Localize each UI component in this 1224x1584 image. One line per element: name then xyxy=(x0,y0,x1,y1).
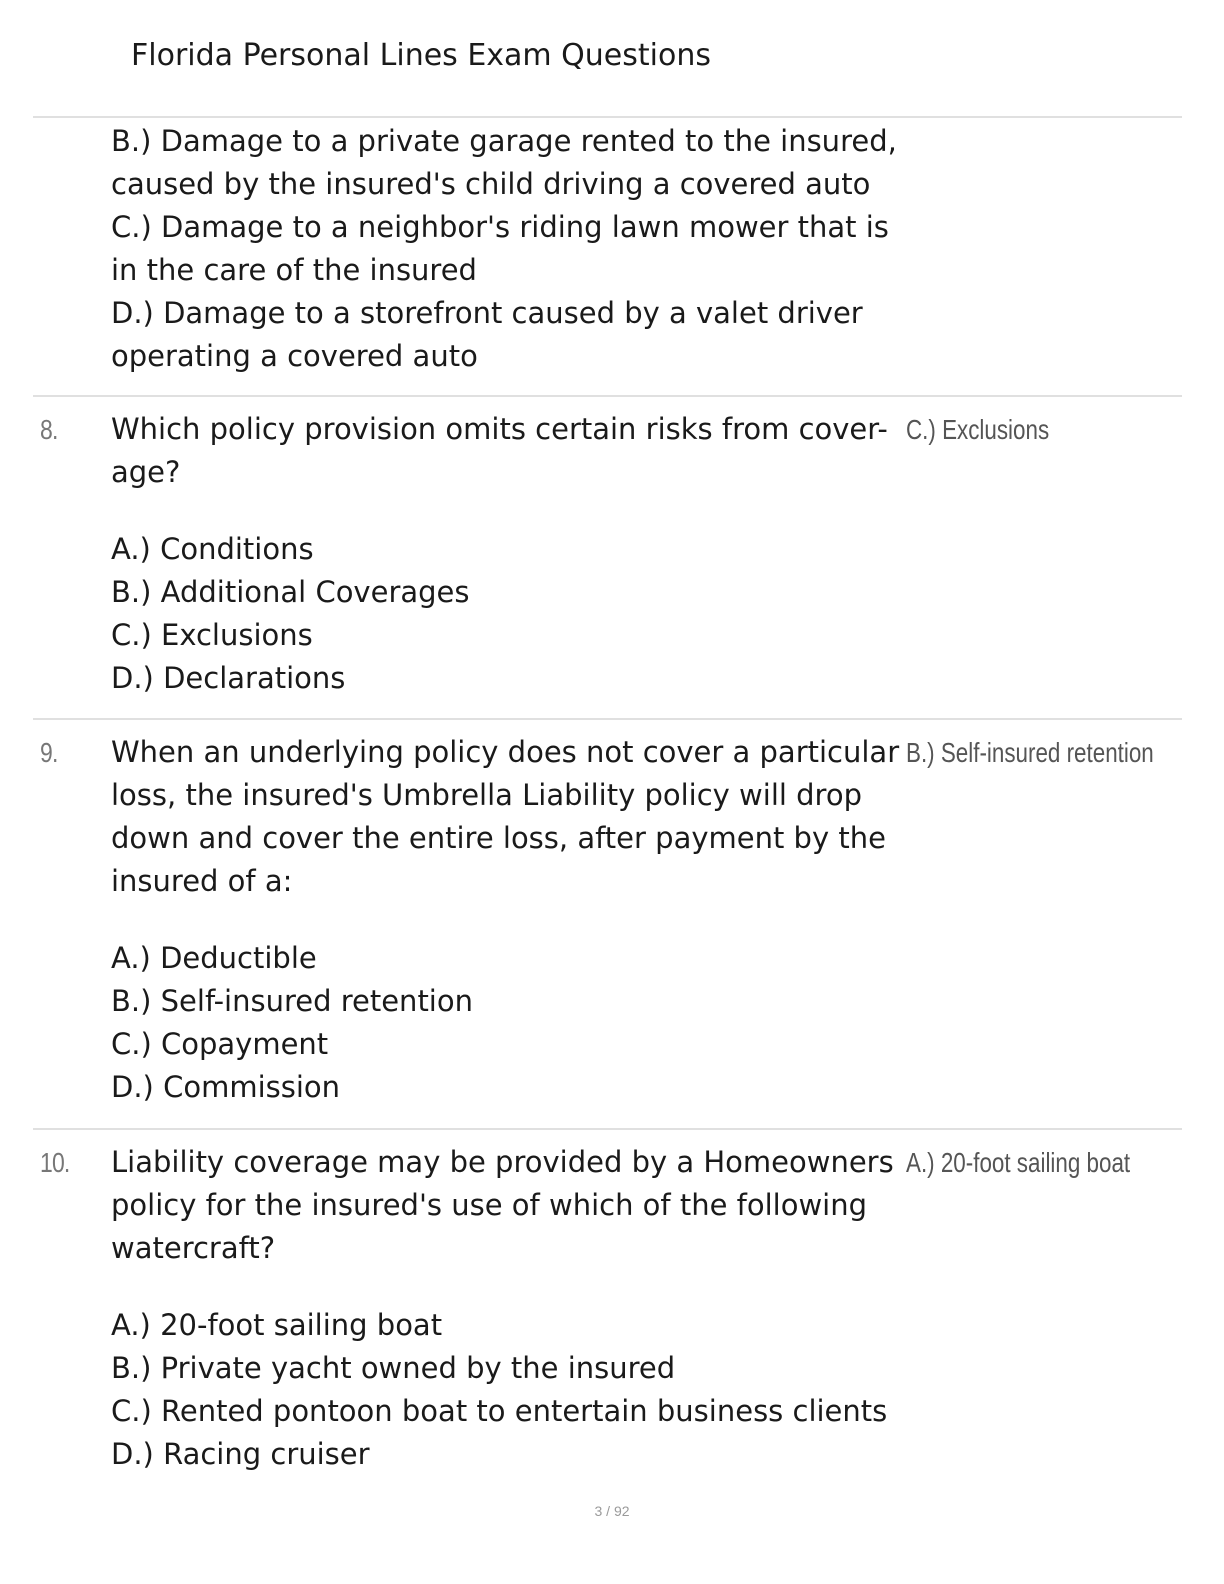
option-c: C.) Copayment xyxy=(111,1027,329,1061)
option-d: D.) Commission xyxy=(111,1070,341,1104)
answer-key: C.) Exclusions xyxy=(906,414,1050,445)
question-text xyxy=(111,1141,901,1270)
question-text xyxy=(111,408,901,494)
divider xyxy=(33,718,1182,720)
option-line: B.) Damage to a private garage rented to the insured, xyxy=(111,124,897,158)
question-number: 8. xyxy=(40,414,58,445)
option-line: C.) Damage to a neighbor's riding lawn mower that is xyxy=(111,210,889,244)
question-text-line: watercraft? xyxy=(111,1231,276,1265)
question-text-line: policy for the insured's use of which of the following xyxy=(111,1188,868,1222)
question-text-line: down and cover the entire loss, after payment by the xyxy=(111,821,886,855)
option-line: caused by the insured's child driving a covered auto xyxy=(111,167,871,201)
option-a: A.) 20-foot sailing boat xyxy=(111,1308,443,1342)
question-number: 10. xyxy=(40,1147,70,1178)
divider xyxy=(33,116,1182,118)
page-number: 3 / 92 xyxy=(594,1503,630,1519)
question-text-line: Liability coverage may be provided by a Homeowners xyxy=(111,1145,894,1179)
question-text-line: When an underlying policy does not cover a particular xyxy=(111,735,900,769)
option-a: A.) Deductible xyxy=(111,941,317,975)
option-b: B.) Private yacht owned by the insured xyxy=(111,1351,676,1385)
option-c: C.) Exclusions xyxy=(111,618,313,652)
question-number: 9. xyxy=(40,737,58,768)
question-text-line: loss, the insured's Umbrella Liability policy will drop xyxy=(111,778,862,812)
option-b: B.) Self-insured retention xyxy=(111,984,473,1018)
option-a: A.) Conditions xyxy=(111,532,314,566)
option-line: D.) Damage to a storefront caused by a valet driver xyxy=(111,296,863,330)
answer-options xyxy=(111,937,473,1109)
option-line: operating a covered auto xyxy=(111,339,478,373)
divider xyxy=(33,395,1182,397)
option-line: in the care of the insured xyxy=(111,253,477,287)
answer-options xyxy=(111,528,470,700)
divider xyxy=(33,1128,1182,1130)
previous-question-options xyxy=(111,120,897,378)
option-b: B.) Additional Coverages xyxy=(111,575,470,609)
page-title: Florida Personal Lines Exam Questions xyxy=(131,38,711,73)
question-text-line: Which policy provision omits certain risks from cover- xyxy=(111,412,888,446)
question-text xyxy=(111,731,901,903)
option-d: D.) Racing cruiser xyxy=(111,1437,370,1471)
option-d: D.) Declarations xyxy=(111,661,346,695)
question-text-line: insured of a: xyxy=(111,864,293,898)
question-text-line: age? xyxy=(111,455,181,489)
option-c: C.) Rented pontoon boat to entertain business clients xyxy=(111,1394,888,1428)
answer-options xyxy=(111,1304,887,1476)
answer-key: B.) Self-insured retention xyxy=(906,737,1154,768)
answer-key: A.) 20-foot sailing boat xyxy=(906,1147,1131,1178)
